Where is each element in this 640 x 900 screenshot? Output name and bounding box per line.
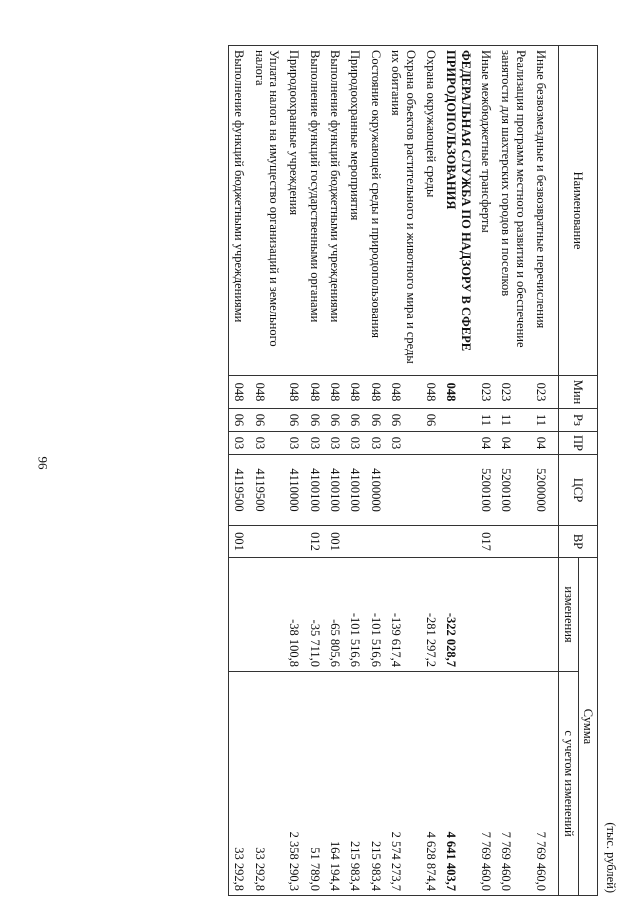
cell-change: -65 805,6 (325, 558, 345, 672)
table-header (559, 46, 598, 896)
cell-change: -139 617,4 (386, 558, 421, 672)
cell-min: 023 (476, 376, 496, 409)
rotated-page-content (120, 45, 620, 895)
cell-pr: 03 (345, 432, 365, 455)
header-pr: ПР (559, 432, 598, 455)
cell-rz: 06 (366, 409, 386, 432)
cell-vr (386, 526, 421, 558)
cell-csr: 4119500 (228, 455, 249, 526)
cell-vr (421, 526, 441, 558)
cell-pr (441, 432, 476, 455)
cell-total: 7 769 460,0 (531, 672, 559, 896)
cell-pr: 03 (284, 432, 304, 455)
units-label: (тыс. рублей) (604, 822, 618, 893)
cell-total: 4 628 874,4 (421, 672, 441, 896)
cell-total: 7 769 460,0 (496, 672, 531, 896)
cell-rz: 06 (386, 409, 421, 432)
cell-name: Иные безвозмездные и безвозвратные перечисления (531, 46, 559, 376)
cell-pr: 03 (325, 432, 345, 455)
cell-pr (421, 432, 441, 455)
cell-change (476, 558, 496, 672)
cell-change: -101 516,6 (366, 558, 386, 672)
cell-vr (284, 526, 304, 558)
cell-min: 048 (284, 376, 304, 409)
cell-rz: 06 (345, 409, 365, 432)
cell-vr (496, 526, 531, 558)
header-csr: ЦСР (559, 455, 598, 526)
page-number: 96 (35, 456, 51, 470)
header-sum: Сумма (578, 558, 597, 896)
cell-change: -38 100,8 (284, 558, 304, 672)
cell-total: 164 194,4 (325, 672, 345, 896)
cell-min: 048 (421, 376, 441, 409)
table-row (366, 46, 386, 896)
cell-pr: 04 (531, 432, 559, 455)
cell-pr: 03 (366, 432, 386, 455)
cell-total: 215 983,4 (345, 672, 365, 896)
cell-vr (366, 526, 386, 558)
cell-total: 2 574 273,7 (386, 672, 421, 896)
table-row (441, 46, 476, 896)
cell-min: 048 (325, 376, 345, 409)
cell-pr: 03 (249, 432, 284, 455)
header-change: изменения (559, 558, 578, 672)
table-row (531, 46, 559, 896)
cell-csr: 4100000 (366, 455, 386, 526)
cell-change: -35 711,0 (304, 558, 324, 672)
cell-name: Выполнение функций бюджетными учреждениями (325, 46, 345, 376)
cell-min: 048 (366, 376, 386, 409)
cell-change (531, 558, 559, 672)
cell-vr: 017 (476, 526, 496, 558)
cell-name: Выполнение функций государственными органами (304, 46, 324, 376)
cell-name: Реализация программ местного развития и обеспечение занятости для шахтерских городов и поселков (496, 46, 531, 376)
cell-total: 33 292,8 (249, 672, 284, 896)
cell-name: Охрана объектов растительного и животного мира и среды их обитания (386, 46, 421, 376)
cell-name: Выполнение функций бюджетными учреждениями (228, 46, 249, 376)
cell-vr (531, 526, 559, 558)
cell-name: Природоохранные мероприятия (345, 46, 365, 376)
table-row (228, 46, 249, 896)
cell-pr: 04 (496, 432, 531, 455)
header-min: Мин (559, 376, 598, 409)
table-row (284, 46, 304, 896)
cell-pr: 04 (476, 432, 496, 455)
cell-change: -101 516,6 (345, 558, 365, 672)
cell-vr: 001 (325, 526, 345, 558)
cell-total: 7 769 460,0 (476, 672, 496, 896)
cell-name: Природоохранные учреждения (284, 46, 304, 376)
cell-min: 023 (531, 376, 559, 409)
cell-csr: 4100100 (304, 455, 324, 526)
cell-change (249, 558, 284, 672)
table-row (325, 46, 345, 896)
cell-pr: 03 (304, 432, 324, 455)
table-row (304, 46, 324, 896)
cell-min: 048 (386, 376, 421, 409)
cell-csr: 4119500 (249, 455, 284, 526)
cell-change (228, 558, 249, 672)
header-vr: ВР (559, 526, 598, 558)
cell-min: 048 (441, 376, 476, 409)
cell-min: 048 (304, 376, 324, 409)
header-total: с учетом изменений (559, 672, 578, 896)
cell-vr: 012 (304, 526, 324, 558)
cell-min: 048 (345, 376, 365, 409)
cell-name: Уплата налога на имущество организаций и земельного налога (249, 46, 284, 376)
cell-csr (386, 455, 421, 526)
cell-rz: 06 (421, 409, 441, 432)
table-row (345, 46, 365, 896)
cell-name: ФЕДЕРАЛЬНАЯ СЛУЖБА ПО НАДЗОРУ В СФЕРЕ ПРИРОДОПОЛЬЗОВАНИЯ (441, 46, 476, 376)
cell-total: 51 789,0 (304, 672, 324, 896)
table-row (386, 46, 421, 896)
cell-pr: 03 (228, 432, 249, 455)
table-row (476, 46, 496, 896)
cell-csr: 5200100 (496, 455, 531, 526)
cell-rz: 11 (476, 409, 496, 432)
table-row (496, 46, 531, 896)
cell-rz: 11 (496, 409, 531, 432)
cell-total: 33 292,8 (228, 672, 249, 896)
cell-rz: 06 (249, 409, 284, 432)
table-body (228, 46, 558, 896)
cell-name: Иные межбюджетные трансферты (476, 46, 496, 376)
cell-change: -281 297,2 (421, 558, 441, 672)
cell-csr: 4100100 (345, 455, 365, 526)
cell-name: Состояние окружающей среды и природопользования (366, 46, 386, 376)
cell-total: 4 641 403,7 (441, 672, 476, 896)
cell-change (496, 558, 531, 672)
cell-csr: 4110000 (284, 455, 304, 526)
cell-total: 215 983,4 (366, 672, 386, 896)
cell-rz: 11 (531, 409, 559, 432)
cell-csr (421, 455, 441, 526)
cell-vr (441, 526, 476, 558)
cell-vr (345, 526, 365, 558)
cell-rz: 06 (304, 409, 324, 432)
cell-vr: 001 (228, 526, 249, 558)
cell-min: 023 (496, 376, 531, 409)
cell-min: 048 (249, 376, 284, 409)
cell-total: 2 358 290,3 (284, 672, 304, 896)
cell-rz: 06 (228, 409, 249, 432)
cell-vr (249, 526, 284, 558)
cell-csr: 4100100 (325, 455, 345, 526)
cell-csr: 5200100 (476, 455, 496, 526)
cell-change: -322 028,7 (441, 558, 476, 672)
budget-table (228, 45, 598, 896)
cell-rz: 06 (325, 409, 345, 432)
cell-rz: 06 (284, 409, 304, 432)
cell-pr: 03 (386, 432, 421, 455)
cell-rz (441, 409, 476, 432)
table-row (249, 46, 284, 896)
header-rz: Рз (559, 409, 598, 432)
cell-csr (441, 455, 476, 526)
cell-name: Охрана окружающей среды (421, 46, 441, 376)
table-row (421, 46, 441, 896)
cell-csr: 5200000 (531, 455, 559, 526)
cell-min: 048 (228, 376, 249, 409)
header-name: Наименование (559, 46, 598, 376)
